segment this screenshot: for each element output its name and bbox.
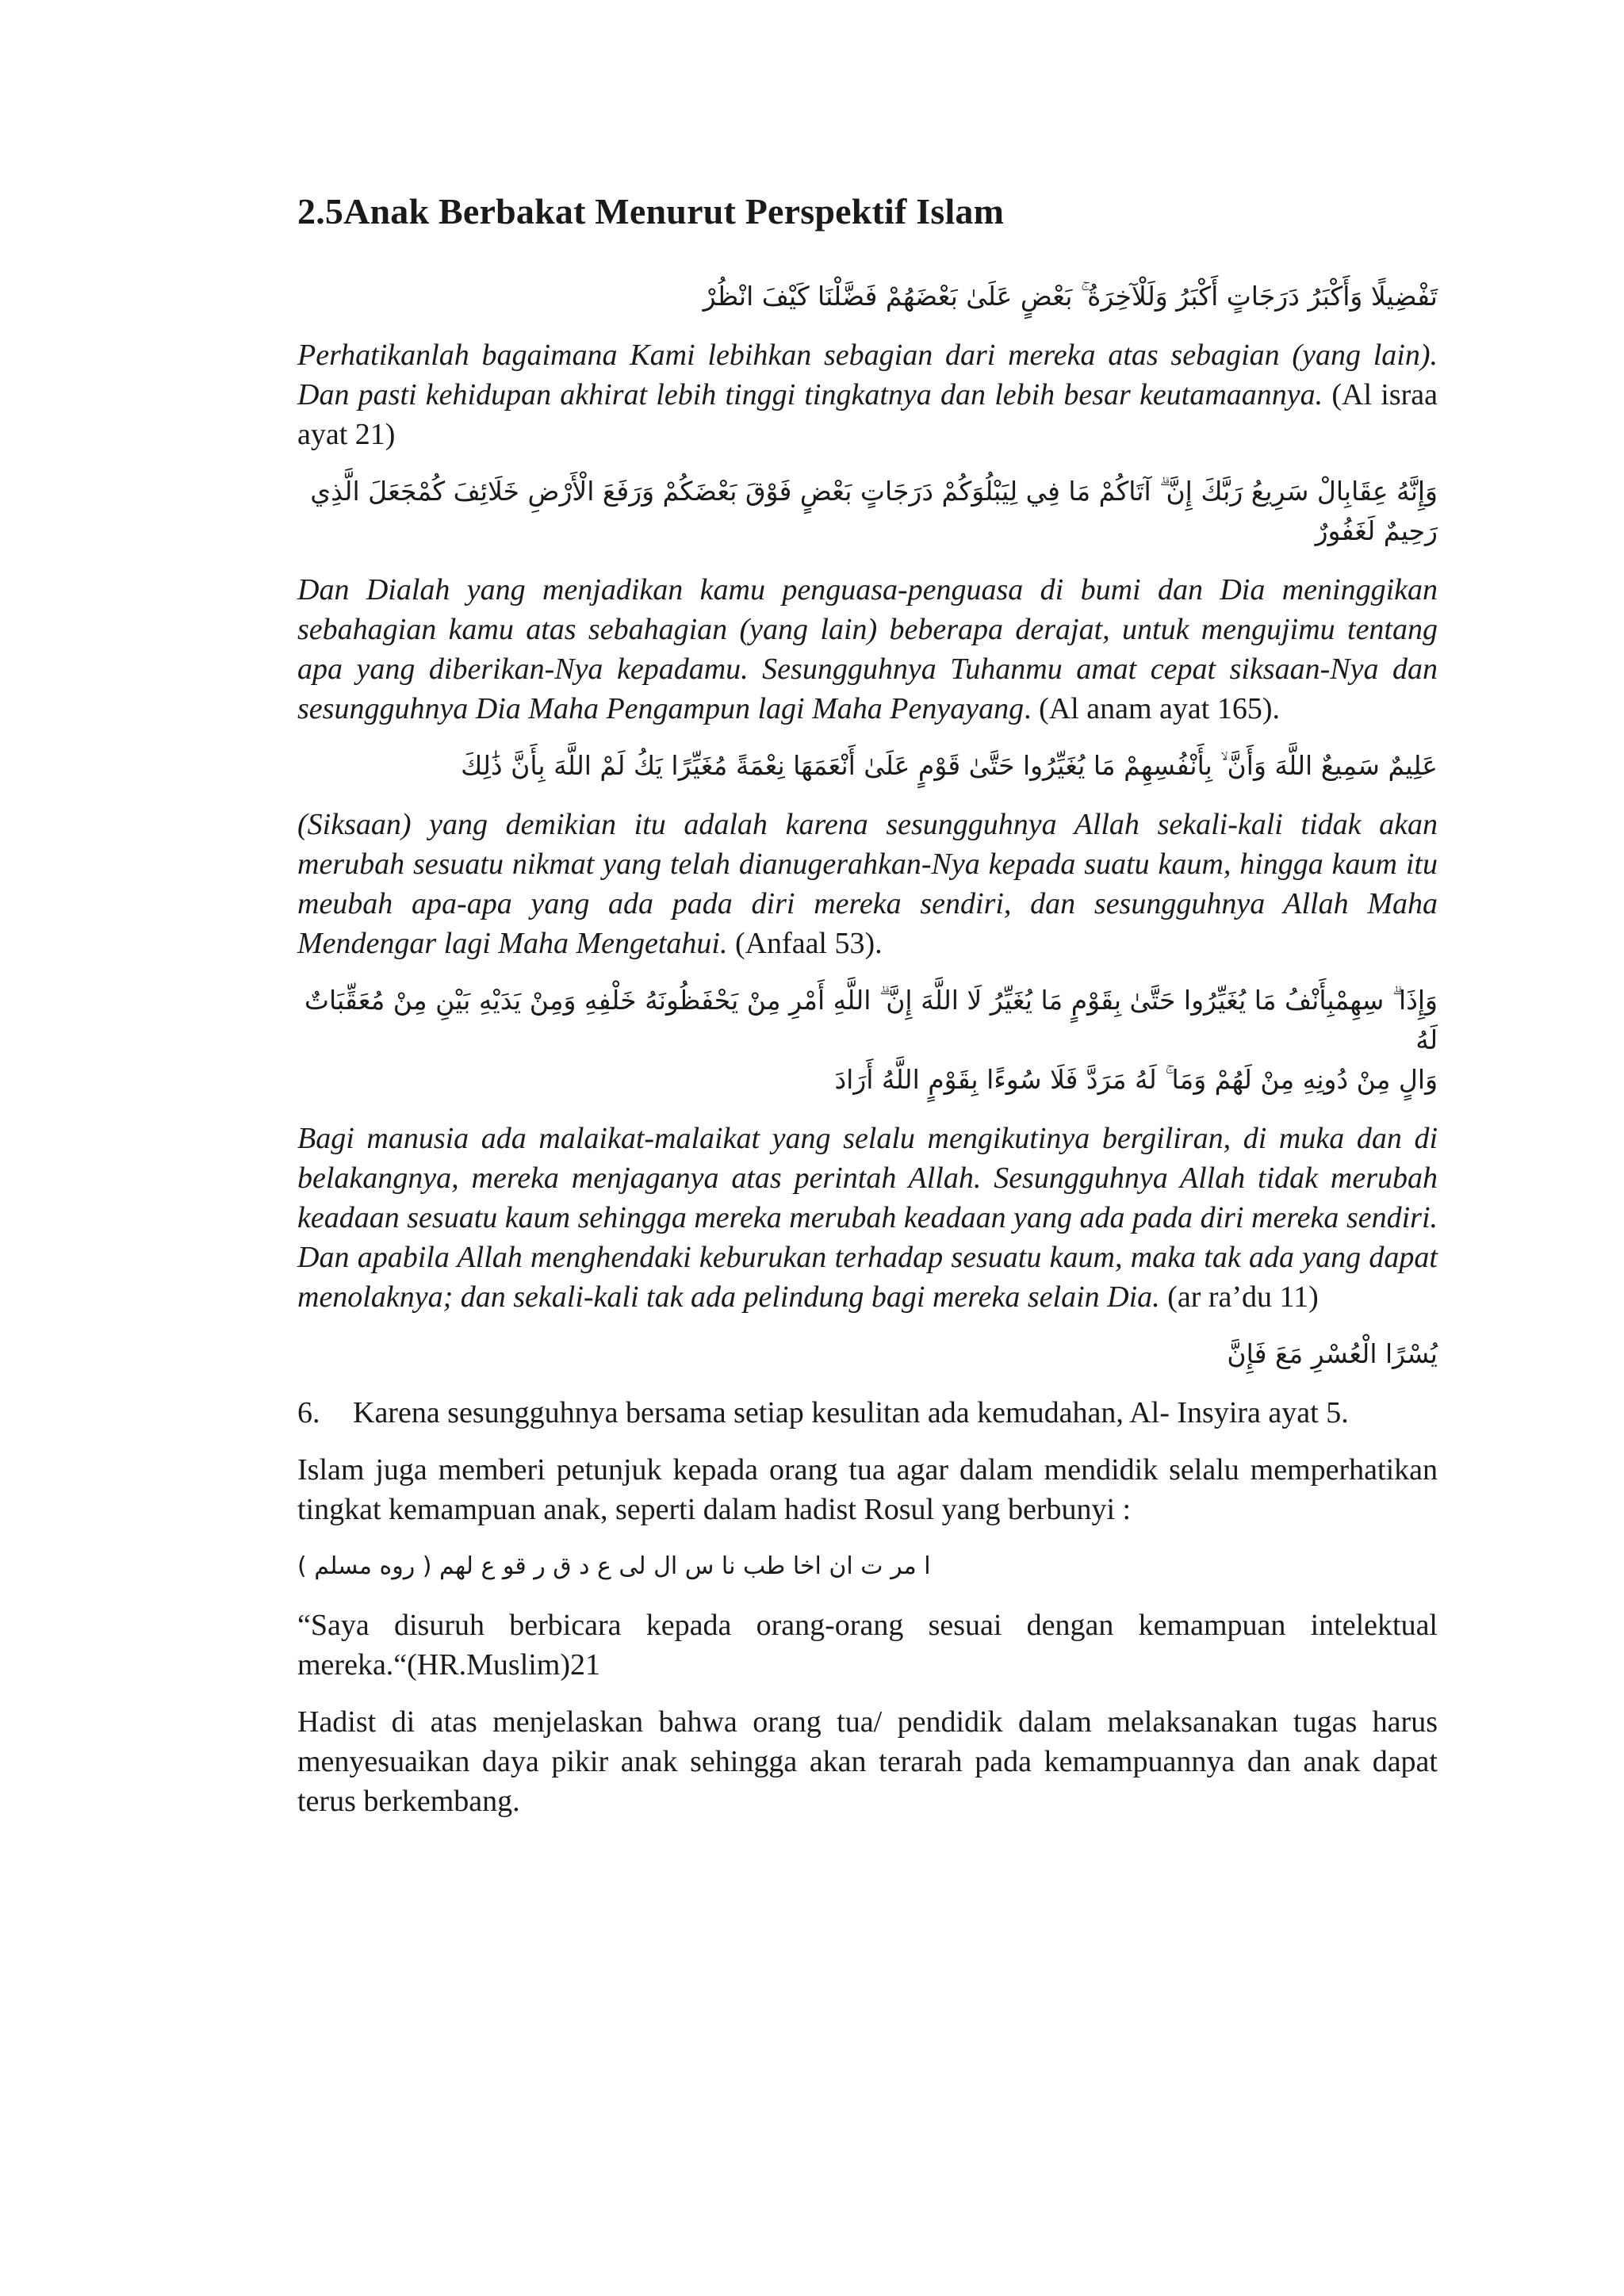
translation-anfaal — [297, 805, 1438, 963]
arabic-verse-al-anam — [297, 472, 1438, 551]
section-heading: 2.5Anak Berbakat Menurut Perspektif Islam — [297, 191, 1005, 232]
arabic-hadith: ا مر ت ان اخا طب نا س ال لى ع د ق ر قو ع لهم ( روه مسلم ) — [297, 1552, 931, 1580]
arabic-line: وَإِنَّهُ عِقَابِالْ سَرِيعُ رَبَّكَ إِنَّ ۗ آتَاكُمْ مَا فِي لِيَبْلُوَكُمْ دَرَجَاتٍ بَعْضٍ فَوْقَ بَعْضَكُمْ وَرَفَعَ الْأَرْضِ خَلَائِفَ كُمْجَعَلَ الَّذِي — [310, 476, 1438, 507]
hadith-translation: “Saya disuruh berbicara kepada orang-orang sesuai dengan kemampuan intelektual mereka.“(HR.Muslim)21 — [297, 1609, 1438, 1682]
translation-al-israa — [297, 335, 1438, 454]
translation-al-anam — [297, 570, 1438, 729]
verse-reference: (Al israa ayat 21) — [297, 378, 1438, 451]
translation-text: Dan Dialah yang menjadikan kamu penguasa-penguasa di bumi dan Dia meninggikan sebahagian kamu atas sebahagian (yang lain) beberapa derajat, untuk mengujimu tentang apa yang diberikan-Nya kepadamu. Sesungguhnya Tuhanmu amat cepat siksaan-Nya dan sesungguhnya Dia Maha Pengampun lagi Maha Penyayang — [297, 573, 1438, 725]
arabic-verse-ar-rad — [297, 981, 1438, 1100]
verse-reference: . (Al anam ayat 165). — [1024, 692, 1280, 725]
translation-text: Perhatikanlah bagaimana Kami lebihkan sebagian dari mereka atas sebagian (yang lain). Dan pasti kehidupan akhirat lebih tinggi tingkatnya dan lebih besar keutamaannya. — [297, 339, 1438, 411]
body-paragraph: Islam juga memberi petunjuk kepada orang tua agar dalam mendidik selalu memperhatikan tingkat kemampuan anak, seperti dalam hadist Rosul yang berbunyi : — [297, 1453, 1438, 1526]
arabic-line: وَالٍ مِنْ دُونِهِ مِنْ لَهُمْ وَمَا ۚ لَهُ مَرَدَّ فَلَا سُوءًا بِقَوْمٍ اللَّهُ أَرَادَ — [834, 1064, 1438, 1095]
item-text: Karena sesungguhnya bersama setiap kesulitan ada kemudahan, Al- Insyira ayat 5. — [353, 1396, 1349, 1429]
arabic-line: رَحِيمٌ لَغَفُورٌ — [1315, 515, 1438, 546]
translation-ar-rad — [297, 1119, 1438, 1317]
page-content — [297, 190, 1438, 1839]
arabic-verse-al-insyirah: يُسْرًا الْعُسْرِ مَعَ فَإِنَّ — [1227, 1338, 1438, 1369]
arabic-line: وَإِذَا ۗ سِهِمْبِأَنْفُ مَا يُغَيِّرُوا حَتَّىٰ بِقَوْمٍ مَا يُغَيِّرُ لَا اللَّهَ إِنَّ ۗ اللَّهِ أَمْرِ مِنْ يَحْفَظُونَهُ خَلْفِهِ وَمِنْ يَدَيْهِ بَيْنِ مِنْ مُعَقِّبَاتٌ لَهُ — [304, 985, 1438, 1055]
numbered-item — [297, 1393, 1438, 1433]
body-paragraph: Hadist di atas menjelaskan bahwa orang tua/ pendidik dalam melaksanakan tugas harus menyesuaikan daya pikir anak sehingga akan terarah pada kemampuannya dan anak dapat terus berkembang. — [297, 1705, 1438, 1818]
arabic-verse-anfaal: عَلِيمٌ سَمِيعٌ اللَّهَ وَأَنَّ ۙ بِأَنْفُسِهِمْ مَا يُغَيِّرُوا حَتَّىٰ قَوْمٍ عَلَىٰ أَنْعَمَهَا نِعْمَةً مُغَيِّرًا يَكُ لَمْ اللَّهَ بِأَنَّ ذَٰلِكَ — [461, 750, 1438, 781]
item-number: 6. — [297, 1396, 320, 1429]
translation-text: Bagi manusia ada malaikat-malaikat yang selalu mengikutinya bergiliran, di muka dan di belakangnya, mereka menjaganya atas perintah Allah. Sesungguhnya Allah tidak merubah keadaan sesuatu kaum sehingga mereka merubah keadaan yang ada pada diri mereka sendiri. Dan apabila Allah menghendaki keburukan terhadap sesuatu kaum, maka tak ada yang dapat menolaknya; dan sekali-kali tak ada pelindung bagi mereka selain Dia. — [297, 1122, 1438, 1314]
arabic-verse-al-israa: تَفْضِيلًا وَأَكْبَرُ دَرَجَاتٍ أَكْبَرُ وَلَلْآخِرَةُ ۚ بَعْضٍ عَلَىٰ بَعْضَهُمْ فَضَّلْنَا كَيْفَ انْظُرْ — [703, 281, 1438, 312]
verse-reference: (ar ra’du 11) — [1159, 1280, 1319, 1314]
verse-reference: (Anfaal 53). — [727, 927, 883, 960]
translation-text: (Siksaan) yang demikian itu adalah karena sesungguhnya Allah sekali-kali tidak akan merubah sesuatu nikmat yang telah dianugerahkan-Nya kepada suatu kaum, hingga kaum itu meubah apa-apa yang ada pada diri mereka sendiri, dan sesungguhnya Allah Maha Mendengar lagi Maha Mengetahui. — [297, 808, 1438, 960]
